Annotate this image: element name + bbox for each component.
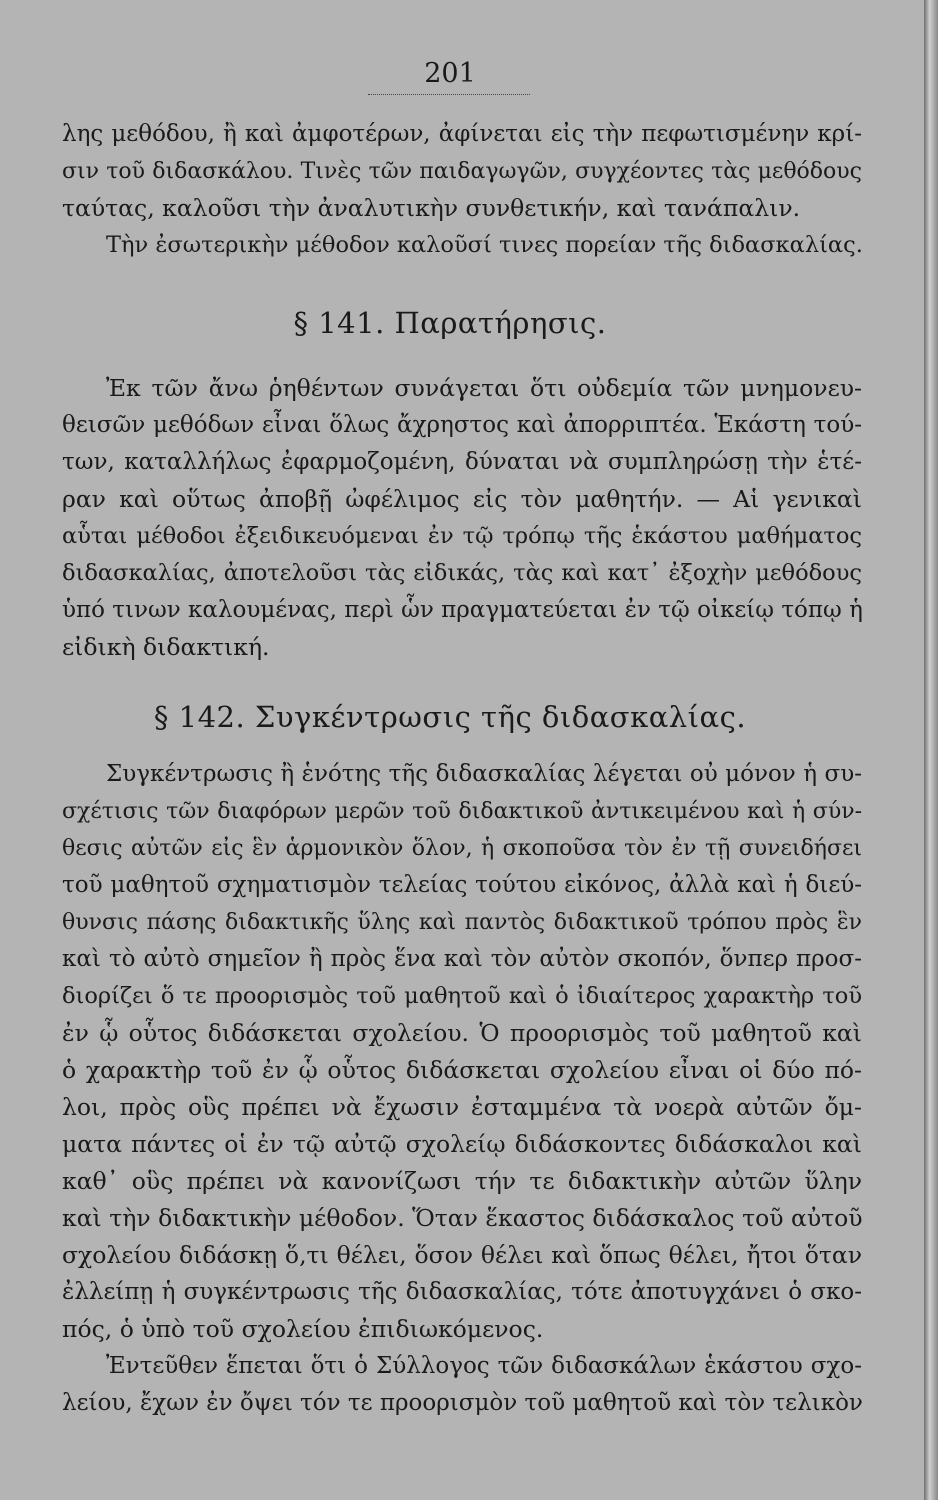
text-line: αὗται μέθοδοι ἐξειδικευόμεναι ἐν τῷ τρόπῳ τῆς ἑκάστου μαθήματος <box>62 523 862 549</box>
page-edge <box>924 0 938 1500</box>
text-line: Τὴν ἐσωτερικὴν μέθοδον καλοῦσί τινες πορείαν τῆς διδασκαλίας. <box>106 232 863 258</box>
text-line: λης μεθόδου, ἢ καὶ ἀμφοτέρων, ἀφίνεται εἰς τὴν πεφωτισμένην κρί- <box>62 121 862 147</box>
section-142-heading: § 142. Συγκέντρωσις τῆς διδασκαλίας. <box>153 700 747 734</box>
text-line: καὶ τὴν διδακτικὴν μέθοδον. Ὅταν ἕκαστος διδάσκαλος τοῦ αὐτοῦ <box>62 1204 863 1232</box>
text-line: λείου, ἔχων ἐν ὄψει τόν τε προορισμὸν τοῦ μαθητοῦ καὶ τὸν τελικὸν <box>62 1390 863 1416</box>
text-line: σιν τοῦ διδασκάλου. Τινὲς τῶν παιδαγωγῶν, συγχέοντες τὰς μεθόδους <box>62 159 862 184</box>
text-line: καθ᾽ οὓς πρέπει νὰ κανονίζωσι τήν τε διδακτικὴν αὐτῶν ὕλην <box>62 1167 862 1195</box>
text-line: πός, ὁ ὑπὸ τοῦ σχολείου ἐπιδιωκόμενος. <box>62 1315 544 1343</box>
text-line: ματα πάντες οἱ ἐν τῷ αὐτῷ σχολείῳ διδάσκοντες διδάσκαλοι καὶ <box>62 1130 862 1158</box>
text-line: των, καταλλήλως ἐφαρμοζομένη, δύναται νὰ συμπληρώσῃ τὴν ἑτέ- <box>62 449 862 475</box>
text-line: θυνσις πάσης διδακτικῆς ὕλης καὶ παντὸς διδακτικοῦ τρόπου πρὸς ἓν <box>62 910 862 935</box>
page-number-rule <box>368 94 530 95</box>
section-141-body <box>62 370 862 666</box>
text-line: λοι, πρὸς οὓς πρέπει νὰ ἔχωσιν ἐσταμμένα τὰ νοερὰ αὐτῶν ὄμ- <box>62 1093 862 1121</box>
section-141-heading: § 141. Παρατήρησις. <box>293 306 607 340</box>
page-number: 201 <box>424 58 476 89</box>
top-paragraph <box>62 116 862 264</box>
text-line: ταύτας, καλοῦσι τὴν ἀναλυτικὴν συνθετικήν, καὶ τανάπαλιν. <box>62 194 801 222</box>
text-line: Ἐκ τῶν ἄνω ῥηθέντων συνάγεται ὅτι οὐδεμία τῶν μνημονευ- <box>106 374 862 402</box>
text-line: ἐλλείπῃ ἡ συγκέντρωσις τῆς διδασκαλίας, τότε ἀποτυγχάνει ὁ σκο- <box>62 1279 862 1305</box>
text-line: ραν καὶ οὕτως ἀποβῇ ὠφέλιμος εἰς τὸν μαθητήν. — Αἱ γενικαὶ <box>62 485 862 513</box>
text-line: Ἐντεῦθεν ἕπεται ὅτι ὁ Σύλλογος τῶν διδασκάλων ἑκάστου σχο- <box>106 1353 862 1379</box>
text-line: ὁ χαρακτὴρ τοῦ ἐν ᾧ οὗτος διδάσκεται σχολείου εἶναι οἱ δύο πό- <box>62 1056 862 1084</box>
text-line: θεσις αὐτῶν εἰς ἓν ἁρμονικὸν ὅλον, ἡ σκοποῦσα τὸν ἐν τῇ συνειδήσει <box>62 836 862 861</box>
text-line: τοῦ μαθητοῦ σχηματισμὸν τελείας τούτου εἰκόνος, ἀλλὰ καὶ ἡ διεύ- <box>62 872 862 898</box>
text-line: σχέτισις τῶν διαφόρων μερῶν τοῦ διδακτικοῦ ἀντικειμένου καὶ ἡ σύν- <box>62 799 862 824</box>
text-line: διδασκαλίας, ἀποτελοῦσι τὰς εἰδικάς, τὰς καὶ κατ᾽ ἐξοχὴν μεθόδους <box>62 560 862 586</box>
text-line: ὑπό τινων καλουμένας, περὶ ὧν πραγματεύεται ἐν τῷ οἰκείῳ τόπῳ ἡ <box>62 597 863 623</box>
section-142-body <box>62 756 862 1422</box>
text-line: καὶ τὸ αὐτὸ σημεῖον ἢ πρὸς ἕνα καὶ τὸν αὐτὸν σκοπόν, ὅνπερ προσ- <box>62 946 862 972</box>
text-line: εἰδικὴ διδακτική. <box>62 633 270 661</box>
text-line: ἐν ᾧ οὗτος διδάσκεται σχολείου. Ὁ προορισμὸς τοῦ μαθητοῦ καὶ <box>62 1019 862 1047</box>
text-line: σχολείου διδάσκῃ ὅ,τι θέλει, ὅσον θέλει καὶ ὅπως θέλει, ἤτοι ὅταν <box>62 1241 862 1269</box>
text-line: Συγκέντρωσις ἢ ἑνότης τῆς διδασκαλίας λέγεται οὐ μόνον ἡ συ- <box>106 761 862 787</box>
text-line: θεισῶν μεθόδων εἶναι ὅλως ἄχρηστος καὶ ἀπορριπτέα. Ἑκάστη τού- <box>62 412 862 438</box>
text-line: διορίζει ὅ τε προορισμὸς τοῦ μαθητοῦ καὶ ὁ ἰδιαίτερος χαρακτὴρ τοῦ <box>62 983 862 1009</box>
